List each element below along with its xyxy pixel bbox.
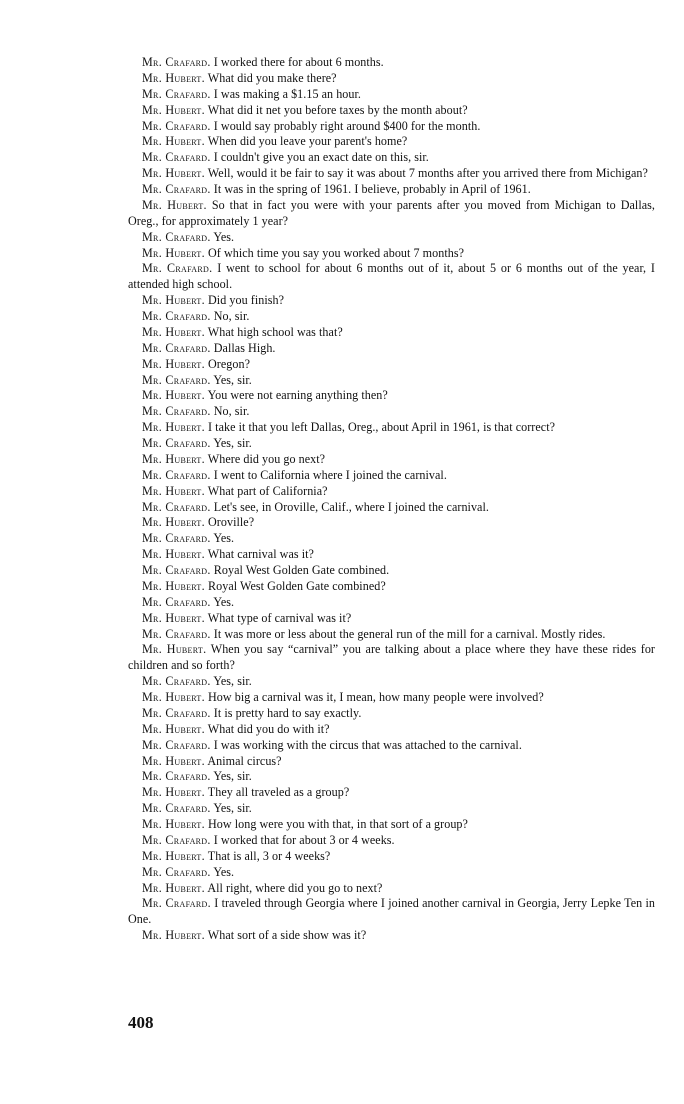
speech-text: What carnival was it? xyxy=(207,547,314,562)
speech-text: What part of California? xyxy=(207,483,328,498)
speaker-name: Mr. Hubert. xyxy=(142,70,205,85)
speech-text: It was more or less about the general run of the mill for a carnival. Mostly rides. xyxy=(213,626,606,641)
speech-text: I was working with the circus that was attached to the carnival. xyxy=(213,737,522,752)
page-number: 408 xyxy=(128,1013,154,1032)
speaker-name: Mr. Crafard. xyxy=(142,340,211,355)
testimony-line xyxy=(128,706,655,722)
speaker-name: Mr. Crafard. xyxy=(142,864,211,879)
speech-text: I was making a $1.15 an hour. xyxy=(213,86,361,101)
speech-text: What did you make there? xyxy=(207,70,337,85)
speech-text: I worked there for about 6 months. xyxy=(213,55,384,69)
speaker-name: Mr. Crafard. xyxy=(142,118,211,133)
speech-text: When you say “carnival” you are talking about a place where they have these rides for children and so forth? xyxy=(128,642,656,673)
testimony-line xyxy=(128,500,655,516)
testimony-line xyxy=(128,150,655,166)
testimony-line xyxy=(128,55,655,71)
speech-text: It was in the spring of 1961. I believe, probably in April of 1961. xyxy=(213,182,531,196)
testimony-line xyxy=(128,579,655,595)
speaker-name: Mr. Hubert. xyxy=(142,578,205,593)
speech-text: They all traveled as a group? xyxy=(207,785,350,800)
speech-text: You were not earning anything then? xyxy=(207,388,388,403)
testimony-line xyxy=(128,134,655,150)
testimony-line xyxy=(128,642,655,674)
speaker-name: Mr. Hubert. xyxy=(142,928,205,943)
speech-text: I went to California where I joined the carnival. xyxy=(213,467,447,482)
transcript-page xyxy=(128,55,655,944)
speech-text: Dallas High. xyxy=(213,340,276,355)
testimony-line xyxy=(128,833,655,849)
testimony-line xyxy=(128,674,655,690)
speaker-name: Mr. Crafard. xyxy=(142,55,211,69)
speech-text: All right, where did you go to next? xyxy=(207,880,383,895)
testimony-line xyxy=(128,261,655,293)
testimony-line xyxy=(128,388,655,404)
speaker-name: Mr. Crafard. xyxy=(142,436,211,450)
testimony-line xyxy=(128,357,655,373)
testimony-line xyxy=(128,515,655,531)
speech-text: I would say probably right around $400 for the month. xyxy=(213,118,481,133)
testimony-line xyxy=(128,785,655,801)
speaker-name: Mr. Hubert. xyxy=(142,483,205,498)
speaker-name: Mr. Hubert. xyxy=(142,451,205,466)
speech-text: What type of carnival was it? xyxy=(207,610,352,625)
speech-text: So that in fact you were with your parents after you moved from Michigan to Dallas, Oreg., for approximately 1 year? xyxy=(128,197,655,228)
speaker-name: Mr. Hubert. xyxy=(142,388,205,403)
speaker-name: Mr. Crafard. xyxy=(142,150,211,165)
speaker-name: Mr. Hubert. xyxy=(142,515,205,530)
testimony-line xyxy=(128,103,655,119)
testimony-line xyxy=(128,738,655,754)
testimony-line xyxy=(128,769,655,785)
testimony-line xyxy=(128,722,655,738)
testimony-line xyxy=(128,198,655,230)
speaker-name: Mr. Hubert. xyxy=(142,547,205,562)
testimony-line xyxy=(128,246,655,262)
speech-text: Yes. xyxy=(213,594,235,609)
testimony-line xyxy=(128,531,655,547)
speech-text: What did you do with it? xyxy=(207,721,330,736)
speaker-name: Mr. Hubert. xyxy=(142,245,205,260)
speech-text: Royal West Golden Gate combined. xyxy=(213,563,390,577)
testimony-line xyxy=(128,563,655,579)
speaker-name: Mr. Crafard. xyxy=(142,769,211,784)
speaker-name: Mr. Crafard. xyxy=(142,531,211,546)
testimony-line xyxy=(128,595,655,611)
testimony-line xyxy=(128,896,655,928)
speech-text: When did you leave your parent's home? xyxy=(207,134,408,149)
testimony-line xyxy=(128,166,655,182)
speech-text: Yes. xyxy=(213,229,235,244)
speaker-name: Mr. Hubert. xyxy=(142,642,207,657)
speaker-name: Mr. Hubert. xyxy=(142,817,205,831)
speech-text: Animal circus? xyxy=(207,753,282,768)
speech-text: How long were you with that, in that sort of a group? xyxy=(208,817,468,831)
speech-text: Oregon? xyxy=(208,356,251,371)
speaker-name: Mr. Hubert. xyxy=(142,753,205,768)
speech-text: Yes, sir. xyxy=(213,801,252,816)
speaker-name: Mr. Hubert. xyxy=(142,880,205,895)
testimony-line xyxy=(128,119,655,135)
testimony-line xyxy=(128,309,655,325)
testimony-line xyxy=(128,484,655,500)
testimony-line xyxy=(128,436,655,452)
speech-text: No, sir. xyxy=(213,309,250,323)
testimony-line xyxy=(128,817,655,833)
speech-text: Yes, sir. xyxy=(213,674,252,689)
speaker-name: Mr. Hubert. xyxy=(142,166,205,181)
speech-text: Of which time you say you worked about 7 months? xyxy=(208,245,465,260)
speech-text: What high school was that? xyxy=(207,324,343,339)
testimony-line xyxy=(128,373,655,389)
testimony-line xyxy=(128,754,655,770)
speech-text: Yes, sir. xyxy=(213,372,252,387)
testimony-line xyxy=(128,230,655,246)
testimony-line xyxy=(128,341,655,357)
speech-text: That is all, 3 or 4 weeks? xyxy=(207,848,331,863)
speech-text: What did it net you before taxes by the month about? xyxy=(207,102,468,117)
speaker-name: Mr. Hubert. xyxy=(142,721,205,736)
speaker-name: Mr. Crafard. xyxy=(142,261,213,276)
speech-text: I worked that for about 3 or 4 weeks. xyxy=(213,832,395,847)
speaker-name: Mr. Crafard. xyxy=(142,832,211,847)
speaker-name: Mr. Crafard. xyxy=(142,626,211,641)
speech-text: Well, would it be fair to say it was about 7 months after you arrived there from Michigan? xyxy=(207,166,648,181)
speaker-name: Mr. Hubert. xyxy=(142,134,205,149)
speaker-name: Mr. Hubert. xyxy=(142,102,205,117)
speech-text: I couldn't give you an exact date on this, sir. xyxy=(213,150,429,165)
testimony-line xyxy=(128,849,655,865)
speaker-name: Mr. Crafard. xyxy=(142,563,211,577)
testimony-line xyxy=(128,71,655,87)
speech-text: Where did you go next? xyxy=(207,451,326,466)
testimony-line xyxy=(128,325,655,341)
speaker-name: Mr. Crafard. xyxy=(142,86,211,101)
speech-text: What sort of a side show was it? xyxy=(207,928,367,943)
speech-text: Royal West Golden Gate combined? xyxy=(208,578,386,593)
speaker-name: Mr. Crafard. xyxy=(142,801,211,816)
speaker-name: Mr. Crafard. xyxy=(142,467,211,482)
testimony-line xyxy=(128,293,655,309)
testimony-line xyxy=(128,928,655,944)
speech-text: Yes. xyxy=(213,531,235,546)
speech-text: Let's see, in Oroville, Calif., where I joined the carnival. xyxy=(213,499,489,514)
speaker-name: Mr. Crafard. xyxy=(142,404,211,419)
speaker-name: Mr. Crafard. xyxy=(142,372,211,387)
testimony-line xyxy=(128,690,655,706)
speech-text: Yes, sir. xyxy=(213,436,252,450)
testimony-line xyxy=(128,404,655,420)
speaker-name: Mr. Hubert. xyxy=(142,420,205,435)
speech-text: It is pretty hard to say exactly. xyxy=(213,705,362,720)
testimony-line xyxy=(128,87,655,103)
speech-text: I traveled through Georgia where I joined another carnival in Georgia, Jerry Lepke Ten in One. xyxy=(128,896,656,927)
speech-text: No, sir. xyxy=(213,404,250,419)
testimony-line xyxy=(128,452,655,468)
speaker-name: Mr. Crafard. xyxy=(142,737,211,752)
testimony-line xyxy=(128,182,655,198)
speech-text: Did you finish? xyxy=(208,293,285,308)
testimony-line xyxy=(128,420,655,436)
speaker-name: Mr. Hubert. xyxy=(142,690,205,704)
speaker-name: Mr. Crafard. xyxy=(142,896,211,911)
testimony-line xyxy=(128,881,655,897)
speech-text: I went to school for about 6 months out of it, about 5 or 6 months out of the year, I attended high school. xyxy=(128,261,656,292)
speaker-name: Mr. Hubert. xyxy=(142,293,205,308)
speech-text: Yes. xyxy=(213,864,235,879)
speech-text: How big a carnival was it, I mean, how many people were involved? xyxy=(208,690,544,704)
speech-text: I take it that you left Dallas, Oreg., about April in 1961, is that correct? xyxy=(208,420,556,435)
speaker-name: Mr. Crafard. xyxy=(142,594,211,609)
testimony-line xyxy=(128,468,655,484)
testimony-line xyxy=(128,801,655,817)
speaker-name: Mr. Crafard. xyxy=(142,229,211,244)
speaker-name: Mr. Hubert. xyxy=(142,197,207,212)
speaker-name: Mr. Crafard. xyxy=(142,309,211,323)
speech-text: Oroville? xyxy=(208,515,255,530)
testimony-line xyxy=(128,865,655,881)
speaker-name: Mr. Crafard. xyxy=(142,499,211,514)
speaker-name: Mr. Hubert. xyxy=(142,324,205,339)
speaker-name: Mr. Crafard. xyxy=(142,705,211,720)
testimony-line xyxy=(128,547,655,563)
speaker-name: Mr. Hubert. xyxy=(142,848,205,863)
testimony-line xyxy=(128,611,655,627)
speaker-name: Mr. Crafard. xyxy=(142,674,211,689)
speaker-name: Mr. Hubert. xyxy=(142,785,205,800)
testimony-line xyxy=(128,627,655,643)
speaker-name: Mr. Hubert. xyxy=(142,610,205,625)
speaker-name: Mr. Hubert. xyxy=(142,356,205,371)
speaker-name: Mr. Crafard. xyxy=(142,182,211,196)
speech-text: Yes, sir. xyxy=(213,769,252,784)
